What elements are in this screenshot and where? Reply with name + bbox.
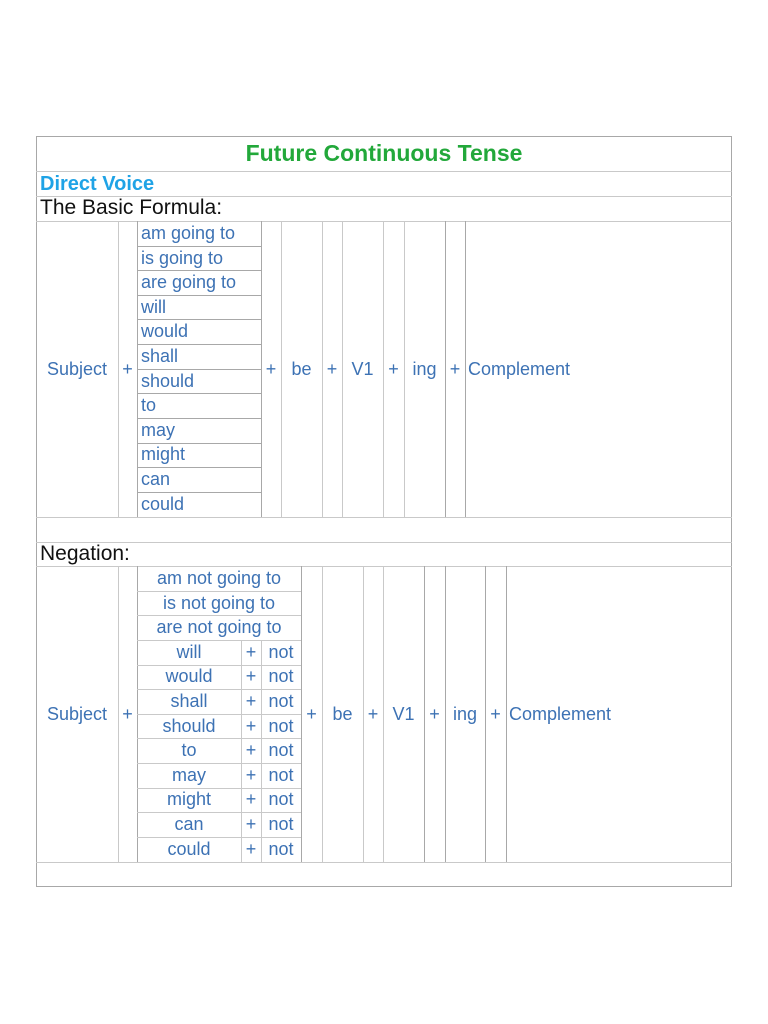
modal-item: may bbox=[171, 764, 206, 785]
auxiliary-item: can bbox=[141, 469, 171, 489]
basic-formula-heading: The Basic Formula: bbox=[40, 196, 223, 219]
modal-item: will bbox=[176, 641, 202, 662]
modal-item: would bbox=[165, 666, 213, 687]
plus-sign: + bbox=[265, 359, 277, 379]
plus-sign: + bbox=[122, 359, 133, 379]
modal-item: should bbox=[162, 715, 216, 736]
plus-sign: + bbox=[245, 715, 257, 736]
not-word: not bbox=[268, 740, 294, 761]
negative-going-to-item: am not going to bbox=[156, 568, 282, 588]
not-word: not bbox=[268, 814, 294, 834]
not-word: not bbox=[268, 838, 294, 859]
plus-sign: + bbox=[326, 359, 338, 379]
auxiliary-item: would bbox=[141, 321, 189, 342]
plus-sign: + bbox=[245, 740, 257, 761]
plus-sign: + bbox=[245, 666, 257, 687]
negative-going-to-item: are not going to bbox=[156, 617, 282, 638]
plus-sign: + bbox=[245, 764, 257, 785]
complement-label: Complement bbox=[468, 359, 571, 379]
auxiliary-item: is going to bbox=[141, 247, 224, 268]
row-divider bbox=[36, 862, 732, 863]
complement-label: Complement bbox=[509, 704, 612, 724]
plus-sign: + bbox=[306, 704, 317, 724]
not-word: not bbox=[268, 764, 294, 785]
not-word: not bbox=[268, 715, 294, 736]
be-label: be bbox=[332, 704, 353, 724]
plus-sign: + bbox=[367, 704, 379, 724]
negative-going-to-item: is not going to bbox=[162, 592, 276, 613]
plus-sign: + bbox=[245, 838, 257, 859]
verb-label: V1 bbox=[351, 359, 374, 379]
column-divider bbox=[506, 566, 507, 862]
row-divider bbox=[36, 542, 732, 543]
border-right bbox=[731, 136, 732, 887]
plus-sign: + bbox=[245, 789, 257, 810]
not-word: not bbox=[268, 789, 294, 810]
subject-label: Subject bbox=[46, 704, 108, 724]
border-left bbox=[36, 136, 37, 887]
verb-label: V1 bbox=[392, 704, 415, 724]
border-bottom bbox=[36, 886, 732, 887]
ing-label: ing bbox=[452, 704, 478, 724]
plus-sign: + bbox=[449, 359, 461, 379]
auxiliary-item: could bbox=[141, 493, 185, 514]
modal-item: might bbox=[166, 789, 211, 810]
plus-sign: + bbox=[122, 704, 133, 724]
plus-sign: + bbox=[245, 691, 257, 711]
modal-item: to bbox=[181, 740, 197, 761]
row-divider bbox=[36, 517, 732, 518]
page-title: Future Continuous Tense bbox=[245, 140, 523, 166]
modal-item: can bbox=[174, 814, 204, 834]
auxiliary-item: should bbox=[141, 370, 195, 391]
grammar-table bbox=[36, 136, 732, 887]
not-word: not bbox=[268, 691, 294, 711]
ing-label: ing bbox=[412, 359, 437, 379]
auxiliary-item: shall bbox=[141, 346, 179, 366]
modal-item: could bbox=[167, 838, 211, 859]
not-word: not bbox=[268, 666, 294, 687]
not-word: not bbox=[268, 641, 294, 662]
plus-sign: + bbox=[245, 814, 257, 834]
column-divider bbox=[465, 221, 466, 517]
auxiliary-item: may bbox=[141, 419, 176, 440]
auxiliary-item: am going to bbox=[141, 223, 236, 243]
auxiliary-item: might bbox=[141, 444, 186, 465]
subject-label: Subject bbox=[46, 359, 108, 379]
modal-item: shall bbox=[170, 691, 208, 711]
be-label: be bbox=[291, 359, 312, 379]
section-heading: Direct Voice bbox=[40, 173, 155, 195]
auxiliary-item: are going to bbox=[141, 272, 237, 293]
plus-sign: + bbox=[388, 359, 399, 379]
plus-sign: + bbox=[490, 704, 501, 724]
plus-sign: + bbox=[429, 704, 440, 724]
auxiliary-item: will bbox=[141, 296, 166, 317]
negation-heading: Negation: bbox=[40, 542, 130, 565]
plus-sign: + bbox=[245, 641, 257, 662]
auxiliary-item: to bbox=[141, 395, 157, 416]
